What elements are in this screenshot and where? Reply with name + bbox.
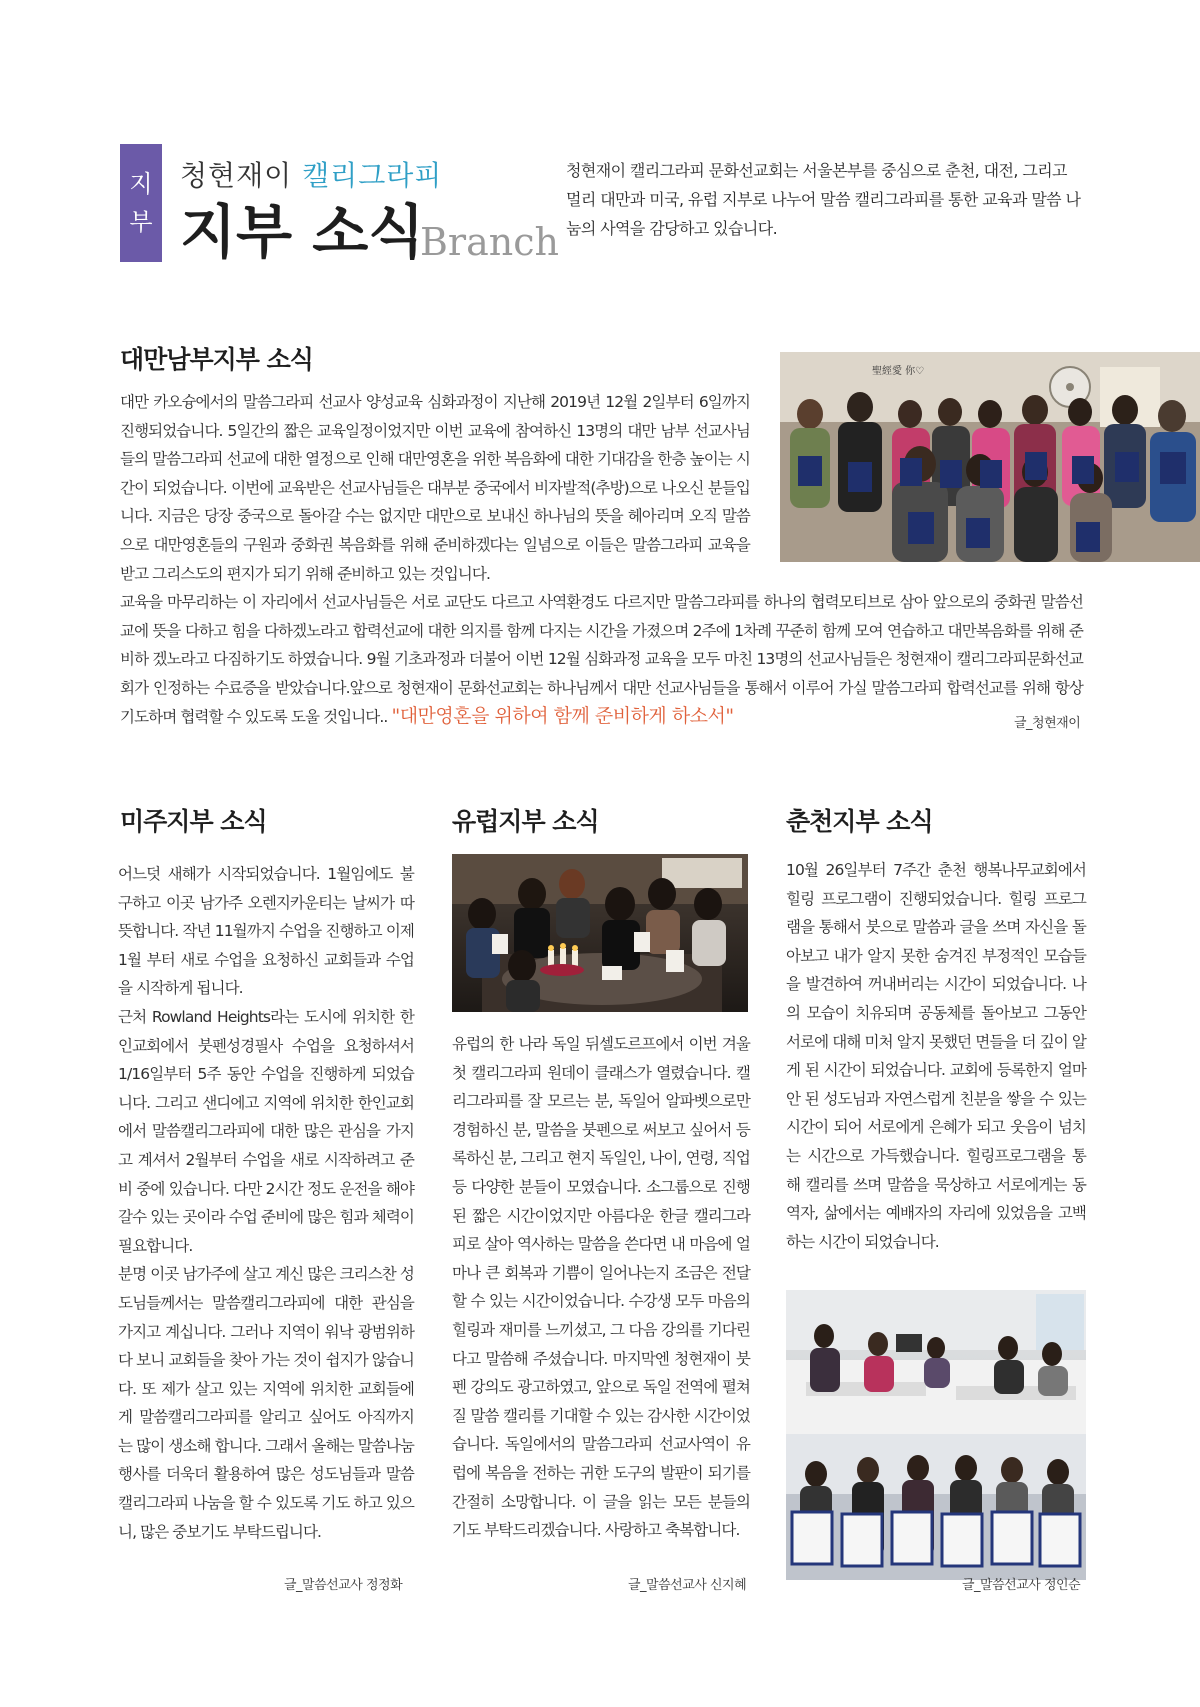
section-tab-char: 지 <box>129 170 153 198</box>
taiwan-quote: "대만영혼을 위하여 함께 준비하게 하소서" <box>391 705 734 728</box>
usa-credit: 글_말씀선교사 정정화 <box>284 1578 403 1593</box>
europe-paragraph-1: 유럽의 한 나라 독일 뒤셀도르프에서 이번 겨울 첫 캘리그라피 원데이 클래스가 열렸습니다. 캘리그라피를 잘 모르는 분, 독일어 알파벳으로만 경험하신 분, 말씀을 붓펜으로 써보고 싶어서 등록하신 분, 그리고 현지 독일인, 나이, 연령, 직업 등 다양한 분들이 모였습니다. 소그룹으로 진행된 짧은 시간이었지만 아름다운 한글 캘리그라피로 살아 역사하는 말씀을 쓴다면 내 마음에 얼마나 큰 회복과 기쁨이 일어나는지 조금은 전달할 수 있는 시간이었습니다. 수강생 모두 마음의 힐링과 재미를 느끼셨고, 그 다음 강의를 기다린다고 말씀해 주셨습니다. 마지막엔 청현재이 붓펜 강의도 광고하였고, 앞으로 독일 전역에 펼쳐질 말씀 캘리를 기대할 수 있는 감사한 시간이었습니다. 독일에서의 말씀그라피 선교사역이 유럽에 복음을 전하는 귀한 도구의 발판이 되기를 간절히 소망합니다. 이 글을 읽는 모든 분들의 기도 부탁드리겠습니다. 사랑하고 축복합니다. <box>452 1035 750 1540</box>
taiwan-paragraph-2-text: 교육을 마무리하는 이 자리에서 선교사님들은 서로 교단도 다르고 사역환경도 다르지만 말씀그라피를 하나의 협력모티브로 삼아 앞으로의 중화권 말씀선교에 뜻을 다하고 힘을 다하겠노라고 합력선교에 대한 의지를 함께 다지는 시간을 가졌으며 2주에 1차례 꾸준히 함께 모여 연습하고 대만복음화를 위해 준비하 겠노라고 다짐하기도 하였습니다. 9월 기초과정과 더불어 이번 12월 심화과정 교육을 모두 마친 13명의 선교사님들은 청현재이 캘리그라피문화선교회가 인정하는 수료증을 받았습니다.앞으로 청현재이 문화선교회는 하나님께서 대만 선교사님들을 통해서 이루어 가실 말씀그라피 합력선교를 위해 항상 기도하며 협력할 수 있도록 도울 것입니다.. <box>120 593 1083 727</box>
intro-text: 청현재이 캘리그라피 문화선교회는 서울본부를 중심으로 춘천, 대전, 그리고 멀리 대만과 미국, 유럽 지부로 나누어 말씀 캘리그라피를 통한 교육과 말씀 나눔의 사역을 감당하고 있습니다. <box>566 161 1081 238</box>
usa-paragraph-1: 어느덧 새해가 시작되었습니다. 1월임에도 불구하고 이곳 남가주 오렌지카운티는 날씨가 따뜻합니다. 작년 11월까지 수업을 진행하고 이제 1월 부터 새로 수업을 요청하신 교회들과 수업을 시작하게 됩니다. <box>118 865 414 998</box>
taiwan-wall-sign: 聖經愛 你♡ <box>872 366 925 377</box>
section-title-chuncheon: 춘천지부 소식 <box>786 807 933 836</box>
section-tab <box>120 144 162 262</box>
section-title-europe: 유럽지부 소식 <box>452 807 599 836</box>
taiwan-credit: 글_청현재이 <box>1014 716 1081 731</box>
section-title-usa: 미주지부 소식 <box>120 807 267 836</box>
header-subtitle-prefix: 청현재이 <box>180 159 303 192</box>
page-title-english: Branch <box>420 220 559 264</box>
header-subtitle <box>180 154 442 194</box>
section-title-taiwan: 대만남부지부 소식 <box>120 345 313 374</box>
chuncheon-paragraph-1: 10월 26일부터 7주간 춘천 행복나무교회에서 힐링 프로그램이 진행되었습니다. 힐링 프로그램을 통해서 붓으로 말씀과 글을 쓰며 자신을 돌아보고 내가 알지 못한 숨겨진 부정적인 모습들을 발견하여 꺼내버리는 시간이 되었습니다. 나의 모습이 치유되며 공동체를 돌아보고 그동안 서로에 대해 미처 알지 못했던 면들을 더 깊이 알게 된 시간이 되었습니다. 교회에 등록한지 얼마 안 된 성도님과 자연스럽게 친분을 쌓을 수 있는 시간이 되어 서로에게 은혜가 되고 웃음이 넘치는 시간으로 가득했습니다. 힐링프로그램을 통해 캘리를 쓰며 말씀을 묵상하고 서로에게는 동역자, 삶에서는 예배자의 자리에 있었음을 고백하는 시간이 되었습니다. <box>786 861 1086 1251</box>
taiwan-group-photo <box>780 352 1200 562</box>
europe-class-photo <box>452 854 748 1012</box>
usa-paragraph-3: 분명 이곳 남가주에 살고 계신 많은 크리스찬 성도님들께서는 말씀캘리그라피에 대한 관심을 가지고 계십니다. 그러나 지역이 워낙 광범위하다 보니 교회들을 찾아 가는 것이 쉽지가 않습니다. 또 제가 살고 있는 지역에 위치한 교회들에게 말씀캘리그라피를 알리고 싶어도 아직까지는 많이 생소해 합니다. 그래서 올해는 말씀나눔 행사를 더욱더 활용하여 많은 성도님들과 말씀캘리그라피 나눔을 할 수 있도록 기도 하고 있으니, 많은 중보기도 부탁드립니다. <box>118 1265 414 1541</box>
chuncheon-class-photo <box>786 1290 1086 1434</box>
section-tab-char: 부 <box>129 208 153 236</box>
page-title: 지부 소식 <box>180 198 425 266</box>
chuncheon-certificate-photo <box>786 1434 1086 1580</box>
usa-paragraph-2: 근처 Rowland Heights라는 도시에 위치한 한인교회에서 붓펜성경필사 수업을 요청하셔서 1/16일부터 5주 동안 수업을 진행하게 되었습니다. 그리고 샌디에고 지역에 위치한 한인교회에서 말씀캘리그라피에 대한 많은 관심을 가지고 계셔서 2월부터 수업을 새로 시작하려고 준비 중에 있습니다. 다만 2시간 정도 운전을 해야 갈수 있는 곳이라 수업 준비에 많은 힘과 체력이 필요합니다. <box>118 1007 414 1255</box>
usa-body <box>118 860 414 1546</box>
europe-credit: 글_말씀선교사 신지혜 <box>628 1578 747 1593</box>
taiwan-paragraph-1: 대만 카오슝에서의 말씀그라피 선교사 양성교육 심화과정이 지난해 2019년 12월 2일부터 6일까지 진행되었습니다. 5일간의 짧은 교육일정이었지만 이번 교육에 참여하신 13명의 대만 남부 선교사님들의 말씀그라피 선교에 대한 열정으로 인해 대만영혼을 위한 복음화에 대한 기대감을 한층 높이는 시간이 되었습니다. 이번에 교육받은 선교사님들은 대부분 중국에서 비자발적(추방)으로 나오신 분들입니다. 지금은 당장 중국으로 돌아갈 수는 없지만 대만으로 보내신 하나님의 뜻을 헤아리며 오직 말씀으로 대만영혼들의 구원과 중화권 복음화를 위해 준비하겠다는 일념으로 이들은 말씀그라피 교육을 받고 그리스도의 편지가 되기 위해 준비하고 있는 것입니다. <box>120 393 750 583</box>
chuncheon-credit: 글_말씀선교사 정인순 <box>962 1578 1081 1593</box>
taiwan-paragraph-2 <box>120 588 1083 732</box>
header-subtitle-accent: 캘리그라피 <box>302 159 443 192</box>
